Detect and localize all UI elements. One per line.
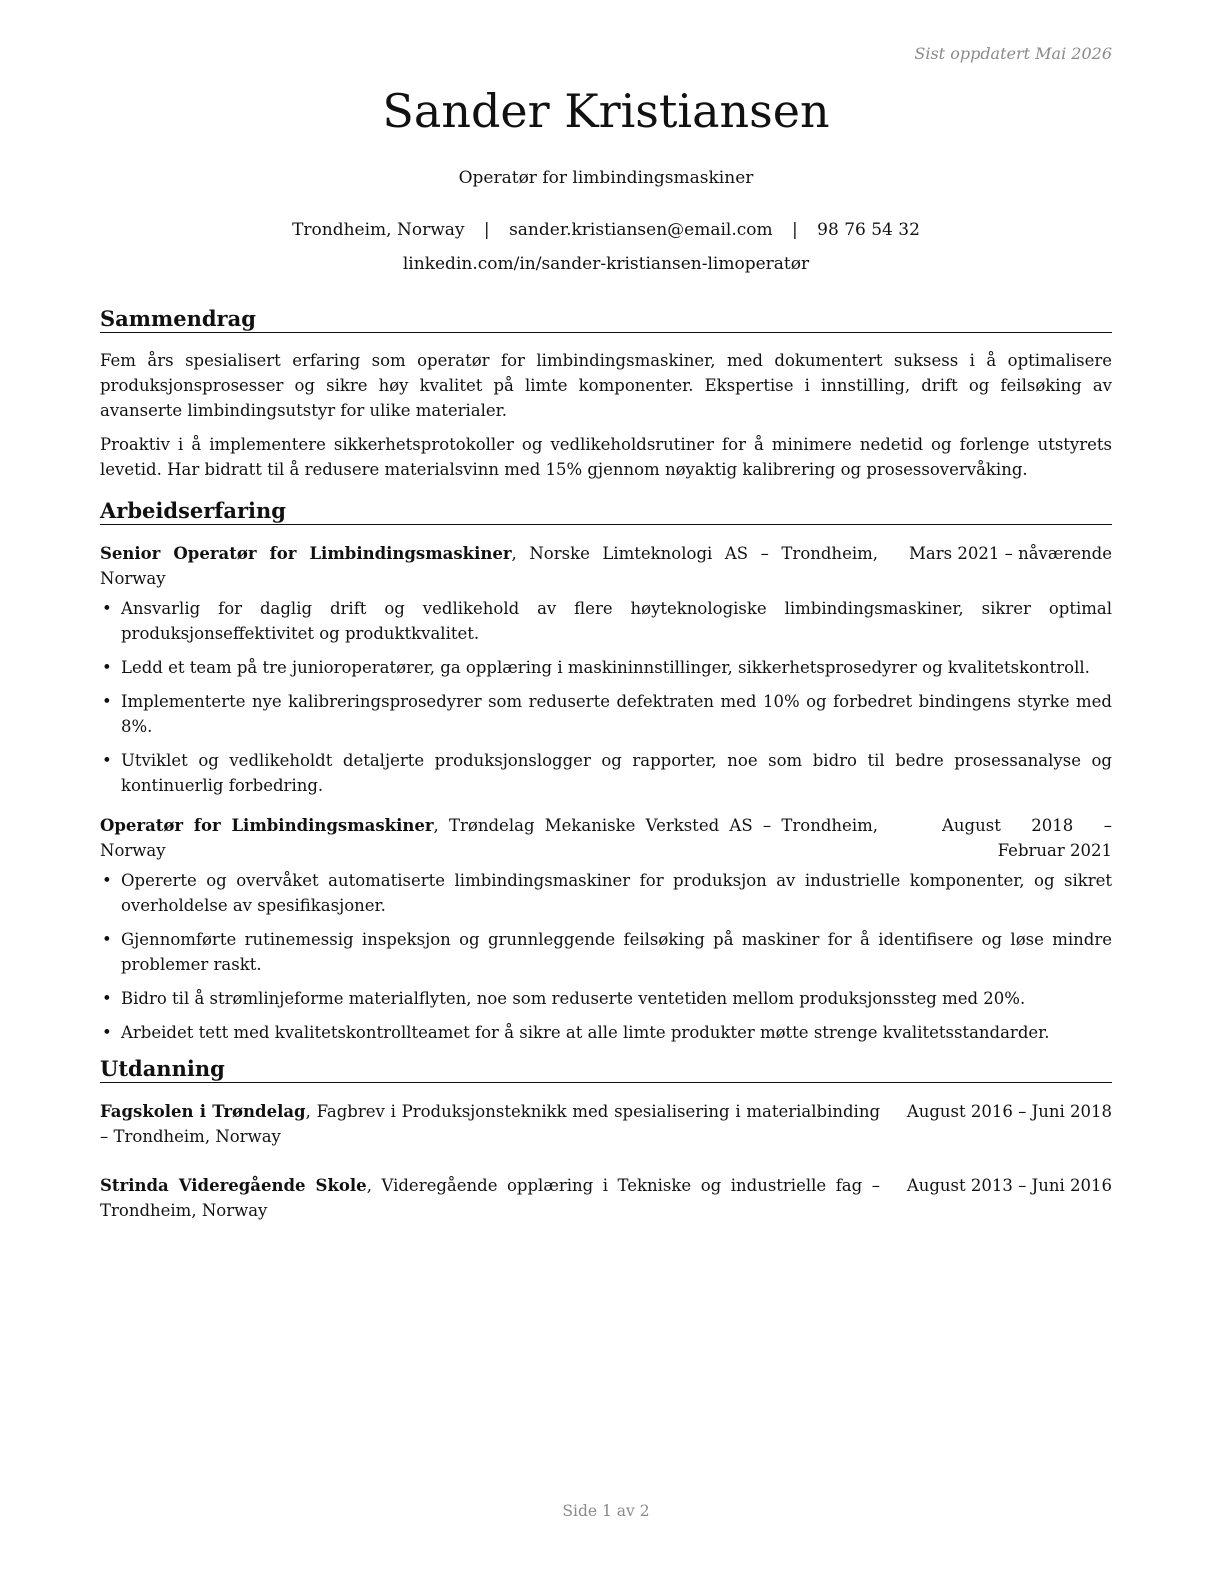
contact-separator: |	[792, 220, 798, 240]
job-entry-info	[100, 813, 878, 863]
list-item: • Utviklet og vedlikeholdt detaljerte produksjonslogger og rapporter, noe som bidro til bedre prosessanalyse og kontinuerlig forbedring.	[100, 748, 1112, 798]
education-school: Strinda Videregående Skole	[100, 1176, 367, 1195]
education-info	[100, 1173, 880, 1223]
education-heading: Utdanning	[100, 1056, 1112, 1083]
page-number: Side 1 av 2	[562, 1502, 650, 1520]
bullet-icon: •	[102, 599, 112, 618]
list-item: • Gjennomførte rutinemessig inspeksjon og grunnleggende feilsøking på maskiner for å identifisere og løse mindre problemer raskt.	[100, 927, 1112, 977]
job-role: Senior Operatør for Limbindingsmaskiner	[100, 544, 512, 563]
resume-page	[100, 0, 1112, 1584]
job-bullet-list	[100, 868, 1112, 1054]
last-updated-note: Sist oppdatert Mai 2026	[914, 44, 1112, 63]
bullet-icon: •	[102, 1023, 112, 1042]
bullet-icon: •	[102, 989, 112, 1008]
job-dates: August 2018 – Februar 2021	[942, 816, 1112, 860]
bullet-icon: •	[102, 658, 112, 677]
list-item: • Implementerte nye kalibreringsprosedyrer som reduserte defektraten med 10% og forbedret bindingens styrke med 8%.	[100, 689, 1112, 739]
contact-phone: 98 76 54 32	[817, 220, 920, 240]
candidate-title: Operatør for limbindingsmaskiner	[458, 168, 754, 188]
job-dates: Mars 2021 – nåværende	[909, 544, 1112, 563]
list-item: • Opererte og overvåket automatiserte limbindingsmaskiner for produksjon av industrielle komponenter, og sikret overholdelse av spesifikasjoner.	[100, 868, 1112, 918]
job-entry-header	[100, 813, 1112, 863]
education-entry	[100, 1099, 1112, 1149]
job-details: , Norske Limteknologi AS – Trondheim, Norway	[100, 544, 878, 588]
job-entry-header	[100, 541, 1112, 591]
summary-paragraph: Proaktiv i å implementere sikkerhetsprotokoller og vedlikeholdsrutiner for å minimere nedetid og forlenge utstyrets levetid. Har bidratt til å redusere materialsvinn med 15% gjennom nøyaktig kalibrering og prosessovervåking.	[100, 435, 1112, 479]
job-bullet-list	[100, 596, 1112, 807]
job-role: Operatør for Limbindingsmaskiner	[100, 816, 434, 835]
list-item: • Ledd et team på tre junioroperatører, ga opplæring i maskininnstillinger, sikkerhetsprosedyrer og kvalitetskontroll.	[100, 655, 1112, 680]
education-details: , Videregående opplæring i Tekniske og industrielle fag – Trondheim, Norway	[100, 1176, 880, 1220]
education-school: Fagskolen i Trøndelag	[100, 1102, 306, 1121]
summary-paragraph: Fem års spesialisert erfaring som operatør for limbindingsmaskiner, med dokumentert suksess i å optimalisere produksjonsprosesser og sikre høy kvalitet på limte komponenter. Ekspertise i innstilling, drift og feilsøking av avanserte limbindingsutstyr for ulike materialer.	[100, 351, 1112, 420]
education-dates: August 2013 – Juni 2016	[906, 1176, 1112, 1195]
list-item: • Bidro til å strømlinjeforme materialflyten, noe som reduserte ventetiden mellom produksjonssteg med 20%.	[100, 986, 1112, 1011]
education-entry	[100, 1173, 1112, 1223]
candidate-name: Sander Kristiansen	[382, 84, 830, 138]
education-dates: August 2016 – Juni 2018	[906, 1102, 1112, 1121]
contact-email[interactable]: sander.kristiansen@email.com	[509, 220, 773, 240]
list-item: • Ansvarlig for daglig drift og vedlikehold av flere høyteknologiske limbindingsmaskiner, sikrer optimal produksjonseffektivitet og produktkvalitet.	[100, 596, 1112, 646]
education-info	[100, 1099, 880, 1149]
job-details: , Trøndelag Mekaniske Verksted AS – Trondheim, Norway	[100, 816, 878, 860]
bullet-icon: •	[102, 751, 112, 770]
job-entry-info	[100, 541, 878, 591]
education-details: , Fagbrev i Produksjonsteknikk med spesialisering i materialbinding – Trondheim, Norway	[100, 1102, 881, 1146]
bullet-icon: •	[102, 930, 112, 949]
summary-heading: Sammendrag	[100, 306, 1112, 333]
contact-line	[100, 220, 1112, 240]
bullet-icon: •	[102, 692, 112, 711]
experience-heading: Arbeidserfaring	[100, 498, 1112, 525]
bullet-icon: •	[102, 871, 112, 890]
linkedin-link[interactable]: linkedin.com/in/sander-kristiansen-limoperatør	[402, 254, 810, 274]
list-item: • Arbeidet tett med kvalitetskontrollteamet for å sikre at alle limte produkter møtte strenge kvalitetsstandarder.	[100, 1020, 1112, 1045]
contact-location: Trondheim, Norway	[292, 220, 465, 240]
contact-separator: |	[483, 220, 490, 240]
